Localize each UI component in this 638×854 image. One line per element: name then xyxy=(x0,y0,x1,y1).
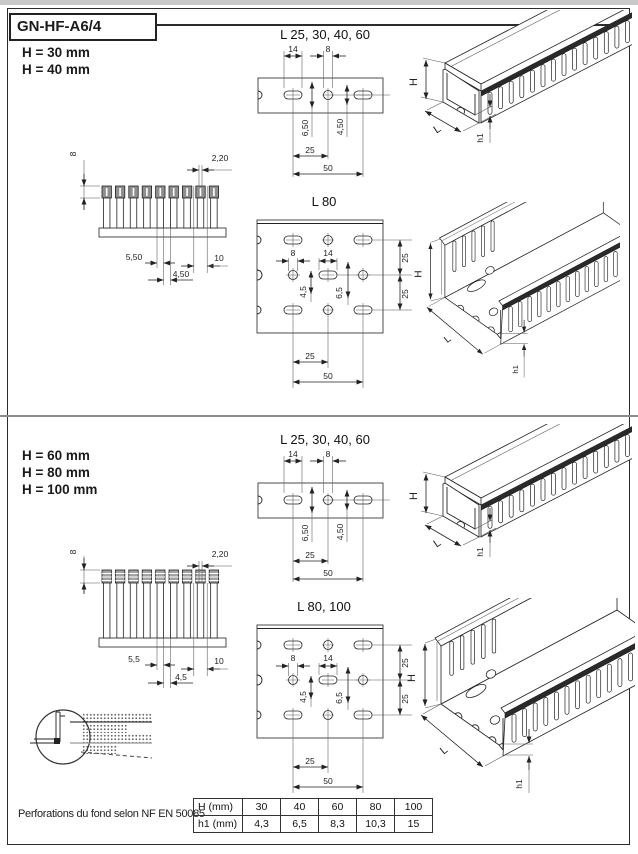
height-line: H = 30 mm xyxy=(22,45,90,60)
comb-drawing-top xyxy=(60,130,240,295)
drawing-title: L 25, 30, 40, 60 xyxy=(280,27,370,42)
footer-note: Perforations du fond selon NF EN 50085 xyxy=(18,808,205,820)
page-top-strip xyxy=(0,0,638,5)
iso-open-top xyxy=(408,202,620,400)
h1-table xyxy=(193,798,433,833)
height-list-top xyxy=(22,44,90,78)
table-cell: 6,5 xyxy=(281,816,319,833)
table-cell: 15 xyxy=(395,816,433,833)
drawing-title: L 25, 30, 40, 60 xyxy=(280,432,370,447)
drawing-title: L 80, 100 xyxy=(297,599,351,614)
iso-closed-top xyxy=(406,10,632,205)
height-line: H = 80 mm xyxy=(22,465,90,480)
table-cell: 4,3 xyxy=(243,816,281,833)
table-cell: 40 xyxy=(281,799,319,816)
drawing-title: L 80 xyxy=(311,194,337,209)
table-row xyxy=(194,799,433,816)
table-cell: 30 xyxy=(243,799,281,816)
height-line: H = 40 mm xyxy=(22,62,90,77)
height-line: H = 100 mm xyxy=(22,482,98,497)
height-line: H = 60 mm xyxy=(22,448,90,463)
table-cell: 100 xyxy=(395,799,433,816)
table-cell: 80 xyxy=(357,799,395,816)
table-cell: 10,3 xyxy=(357,816,395,833)
table-header-cell: h1 (mm) xyxy=(194,816,243,833)
iso-open-bottom xyxy=(400,598,635,813)
table-row xyxy=(194,816,433,833)
table-header-cell: H (mm) xyxy=(194,799,243,816)
comb-drawing-bottom xyxy=(60,528,240,696)
iso-closed-bottom xyxy=(406,424,632,619)
table-cell: 8,3 xyxy=(319,816,357,833)
section-divider xyxy=(0,415,638,417)
plate-drawing-top xyxy=(240,190,430,390)
height-list-bottom xyxy=(22,447,97,498)
strip-drawing-bottom xyxy=(240,430,420,590)
strip-drawing-top xyxy=(240,25,420,185)
detail-circle-drawing xyxy=(18,700,168,770)
page-title: GN-HF-A6/4 xyxy=(9,13,157,41)
perforation-detail xyxy=(18,700,168,770)
table-cell: 60 xyxy=(319,799,357,816)
